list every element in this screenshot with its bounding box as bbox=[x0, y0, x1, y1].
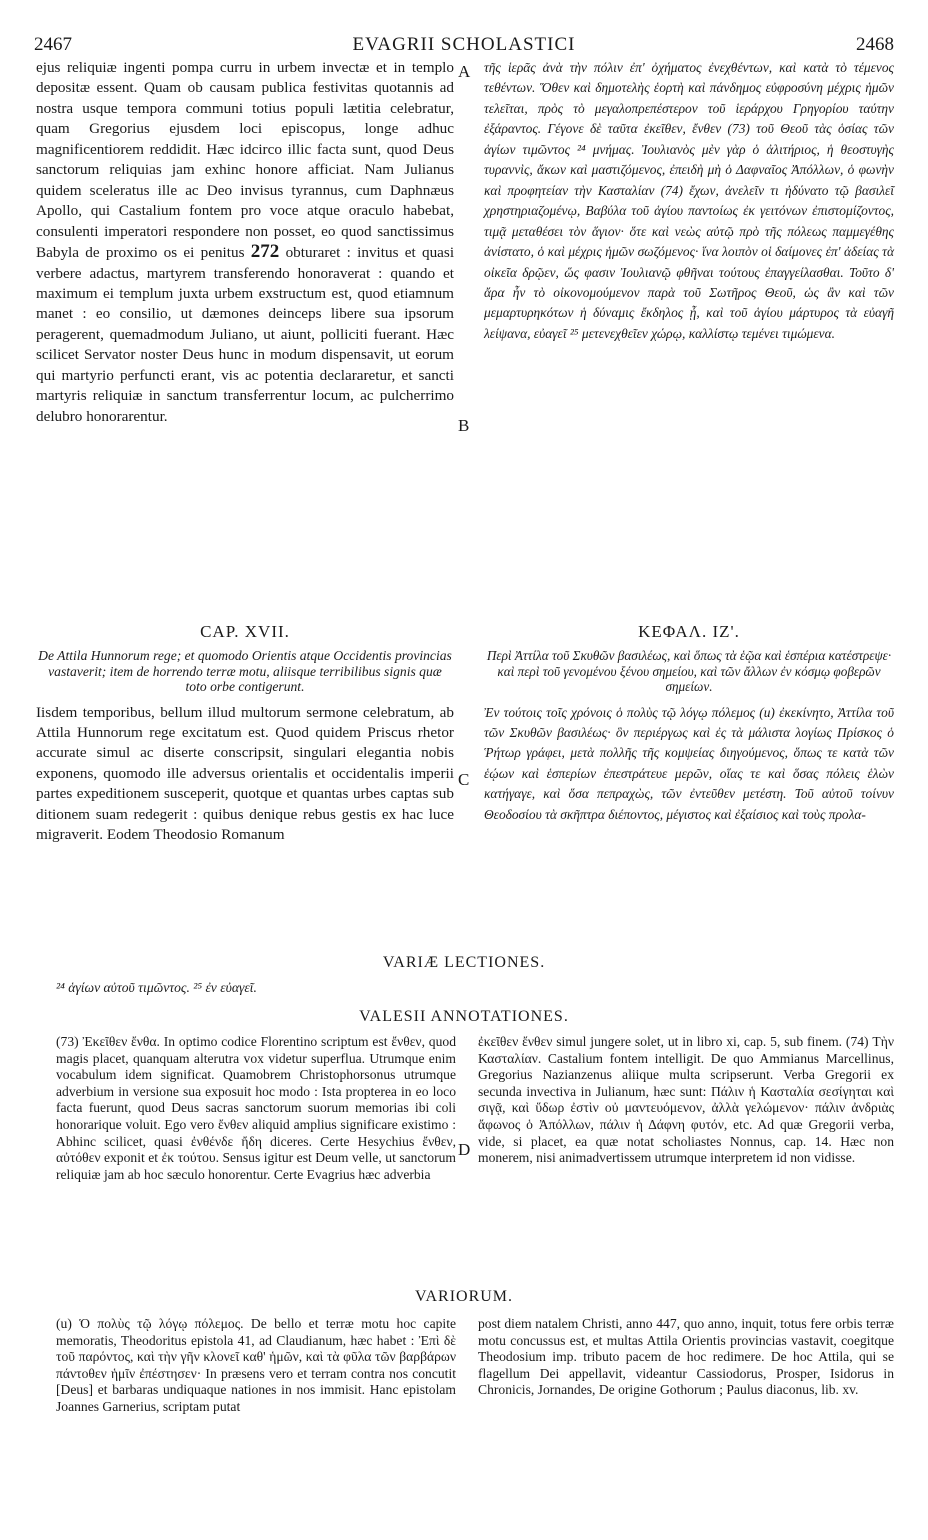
latin-paragraph: ejus reliquiæ ingenti pompa curru in urbem invectæ et in templo depositæ essent. Quam ob causam publica festivitas quotannis ad nostra usque tempora communi totius populi lætitia celebratur, quam Gregorius ejusdem loci episcopus, longe adhuc magnificentiorem reddidit. Hæc idcirco illic facta sunt, quod Deus sanctorum reliquias jam exhinc honore afficiat. Nam Julianus quidem sceleratus ille ac Deo invisus tyrannus, cum Daphnæus Apollo, qui Castalium fontem pro voce atque oraculo habebat, consulenti imperatori respondere non posset, eo quod sanctissimus Babyla de proximo os ei penitus bbox=[36, 59, 454, 262]
valesii-right bbox=[478, 1034, 894, 1167]
greek-text-top bbox=[484, 58, 894, 344]
variorum-right-text: post diem natalem Christi, anno 447, quo anno, inquit, totus fere orbis terræ motu concussus est, et multas Attila Orientis provincias vastavit, coegitque Theodosium imp. tributo pacem de hoc redimere. De hoc Attila, qui se flagellum Dei appellavit, videantur Cassiodorus, Prosper, Isidorus in Chronicis, Jornandes, De origine Gothorum ; Paulus diaconus, lib. xv. bbox=[478, 1316, 894, 1398]
variorum-right bbox=[478, 1316, 894, 1399]
variorum-left-text: (u) Ὁ πολὺς τῷ λόγῳ πόλεμος. De bello et terræ motu hoc capite memoratis, Theodoritus epistola 41, ad Claudianum, hæc habet : Ἐπὶ δὲ τοῦ παρόντος, καὶ τὴν γῆν κλονεῖ καθ' ἡμῶν, καὶ τὰ φῦλα τῶν βαρβάρων πάντοθεν ἡμῖν ἐπέστησεν· In præsens vero et terram contra nos concutit [Deus] et barbaras undiquaque nationes in nos immisit. Hanc epistolam Joannes Garnerius, scriptam putat bbox=[56, 1316, 456, 1414]
greek-chapter-summary: Περὶ Ἀττίλα τοῦ Σκυθῶν βασιλέως, καὶ ὅπως τὰ ἑῷα καὶ ἑσπέρια κατέστρεψε· καὶ περὶ τοῦ γενομένου ξένου σημείου, καὶ τῶν ἄλλων ἐν κόσμῳ φοβερῶν σημείων. bbox=[486, 648, 892, 694]
variae-text: ²⁴ ἁγίων αὐτοῦ τιμῶντος. ²⁵ ἐν εὐαγεῖ. bbox=[56, 980, 257, 995]
valesii-right-text: ἐκεῖθεν ἔνθεν simul jungere solet, ut in libro xi, cap. 5, sub finem. (74) Τὴν Κασταλίαν. Castalium fontem intelligit. De quo Ammianus Marcellinus, Gregorius Nazianzenus aliique multa scripserunt. Verba Gregorii ex secunda invectiva in Julianum, hæc sunt: Πάλιν ἡ Κασταλία σεσίγηται καὶ σιγᾷ, καὶ ὕδωρ ἐστὶν οὐ μαντευόμενον, ἀλλὰ γελώμενον· πάλιν ἀνδριὰς ἄφωνος ὁ Ἀπόλλων, πάλιν ἡ Δάφνη φυτόν, etc. Ad quæ Gregorii verba, vide, si placet, ea quæ notat scholiastes Nonnus, cap. 14. Hæc non monerem, nisi animadvertissem utrumque interpretem id non vidisse. bbox=[478, 1034, 894, 1166]
variae-heading: VARIÆ LECTIONES. bbox=[382, 954, 546, 971]
margin-letter-b: B bbox=[458, 416, 470, 435]
latin-text-top bbox=[36, 58, 454, 427]
greek-chapter-body: Ἐν τούτοις τοῖς χρόνοις ὁ πολὺς τῷ λόγῳ πόλεμος (u) ἐκεκίνητο, Ἀττίλα τοῦ τῶν Σκυθῶν βασιλέως· ὃν περιέργως καὶ ἐς τὰ μάλιστα λογίως Πρίσκος ὁ Ῥήτωρ γράφει, μετὰ πολλῆς τῆς κομψείας διηγούμενος, ὅπως τε κατὰ τῶν ἑῴων καὶ ἑσπερίων ἐπεστράτευε μερῶν, οἵας τε καὶ ὅσας πόλεις ἑλὼν κατήγαγε, καὶ ὅσα πεπραχὼς, τῶν ἐντεῦθεν μετέστη. Τοῦ αὐτοῦ τοίνυν Θεοδοσίου τὰ σκῆπτρα διέποντος, μέγιστος καὶ ἐξαίσιος καὶ τοὺς προλα- bbox=[484, 704, 894, 822]
variorum-left bbox=[56, 1316, 456, 1416]
greek-chapter bbox=[484, 622, 894, 825]
variorum-heading: VARIORUM. bbox=[414, 1288, 514, 1305]
latin-chapter-body: Iisdem temporibus, bellum illud multorum sermone celebratum, ab Attila Hunnorum rege excitatum est. Quod quidem Priscus rhetor accurate simul ac diserte conscripsit, singulari elegantia nobis exponens, quomodo ille adversus orientalis et occidentalis imperii partes expeditionem susceperit, quotque et quantas urbes captas sub ditionem suam redegerit : quibus denique rebus gestis ex hac luce migraverit. Eodem Theodosio Romanum bbox=[36, 703, 454, 844]
valesii-left-text: (73) Ἐκεῖθεν ἔνθα. In optimo codice Florentino scriptum est ἔνθεν, quod magis placet, quanquam alterutra vox videtur superflua. Utrumque enim vocabulum idem significat. Quamobrem Christophorsonus utrumque adverbium in versione sua exposuit hoc modo : Ista propterea in eo loco facta fuerunt, quod Deus sacras sanctorum suorum memorias ibi coli honorarique voluit. Ego vero ἔνθεν aliquid amplius significare existimo : Abhinc scilicet, quasi ἐνθένδε ἤδη diceres. Certe Hesychius ἔνθεν, αὐτόθεν exponit et ἐκ τούτου. Sensus igitur est Deum velle, ut sanctorum reliquiæ jam ab hoc sæculo honorentur. Certe Evagrius hæc adverbia bbox=[56, 1034, 456, 1182]
valesii-heading: VALESII ANNOTATIONES. bbox=[359, 1008, 569, 1025]
latin-chapter-summary: De Attila Hunnorum rege; et quomodo Orientis atque Occidentis provincias vastaverit; item de horrendo terræ motu, aliisque terribilibus signis quæ toto orbe contigerunt. bbox=[38, 648, 452, 694]
margin-letter-a: A bbox=[458, 62, 471, 81]
right-page-number: 2468 bbox=[856, 34, 894, 55]
latin-paragraph-cont: obturaret : invitus et quasi verbere adactus, martyrem transferendo honoraverat : quando et maximum ei templum juxta urbem exstructum est, quod etiamnum manet : eo consilio, ut dæmones deinceps libere sua ipsorum peragerent, quemadmodum Juliano, ut aiunt, polliciti fuerant. Hæc scilicet Servator noster Deus hunc in modum dispensavit, ut eorum qui martyrio perfuncti erant, vis ac potentia declararetur, et sancti martyris reliquiæ in sanctum transferrentur locum, ac pulcherrimo delubro honorarentur. bbox=[36, 244, 455, 425]
page-marker: 272 bbox=[250, 241, 280, 263]
valesii-left bbox=[56, 1034, 456, 1183]
margin-letter-c: C bbox=[458, 770, 470, 789]
greek-paragraph: τῆς ἱερᾶς ἀνὰ τὴν πόλιν ἐπ' ὀχήματος ἐνεχθέντων, καὶ κατὰ τὸ τέμενος τεθέντων. Ὅθεν καὶ δημοτελὴς ἑορτὴ καὶ πάνδημος εὐφροσύνη μέχρις ἡμῶν τελεῖται, πρὸς τὸ μεγαλοπρεπέστερον τοῦ ἱεράρχου Γρηγορίου ταύτην ἐξάραντος. Γέγονε δὲ ταῦτα ἐκεῖθεν, ἔνθεν (73) τοῦ Θεοῦ τὰς ὁσίας τῶν ἁγίων τιμῶντος ²⁴ μνήμας. Ἰουλιανὸς μὲν γὰρ ὁ ἀλιτήριος, ἡ θεοστυγὴς τυραννὶς, ἄκων καὶ μαστιζόμενος, ἐπειδὴ μὴ ὁ Δαφναῖος Ἀπόλλων, ὁ φωνὴν καὶ προφητείαν τὴν Κασταλίαν (74) ἔχων, ἀνελεῖν τι ἠδύνατο τῷ βασιλεῖ χρηστηριαζομένῳ, Βαβύλα τοῦ ἁγίου παντοίως ἐκ γειτόνων ἐπιστομίζοντος, τιμᾷ μεταθέσει τὸν ἅγιον· ὅτε καὶ νεὼς αὐτῷ πρὸ τῆς πόλεως παμμεγέθης ἀνίστατο, ὁ καὶ μέχρις ἡμῶν σωζόμενος· ἵνα λοιπὸν οἱ δαίμονες ἐπ' ἀδείας τὰ οἰκεῖα δρῷεν, ὥς φασιν Ἰουλιανῷ φθῆναι τούτους ἐπαγγείλασθαι. Τοῦτο δ' ἄρα ἦν τὸ οἰκονομούμενον παρὰ τοῦ Σωτῆρος Θεοῦ, ὡς ἂν καὶ τῶν μεμαρτυρηκότων ἡ δύναμις ἔκδηλος ᾖ, καὶ τοῦ ἁγίου μάρτυρος τὰ εὐαγῆ λείψανα, εὐαγεῖ ²⁵ μετενεχθεῖεν χώρῳ, καλλίστῳ τεμένει τιμώμενα. bbox=[484, 60, 894, 341]
running-title: EVAGRII SCHOLASTICI bbox=[352, 34, 576, 55]
left-page-number: 2467 bbox=[34, 34, 72, 55]
latin-chapter-heading: CAP. XVII. bbox=[200, 622, 290, 641]
greek-chapter-heading: ΚΕΦΑΛ. ΙΖ'. bbox=[638, 622, 740, 641]
latin-chapter bbox=[36, 622, 454, 846]
margin-letter-d: D bbox=[458, 1140, 471, 1159]
